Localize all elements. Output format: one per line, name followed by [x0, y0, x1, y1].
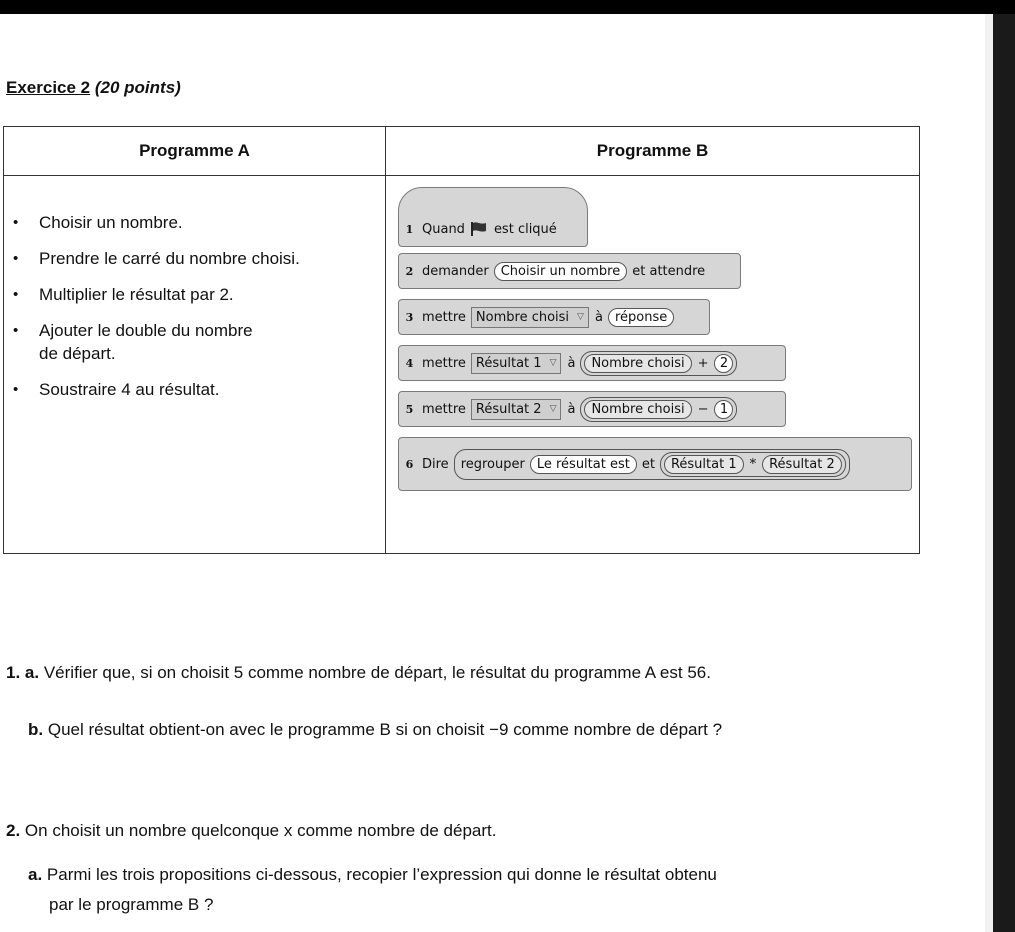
keyword-a: à: [567, 355, 576, 371]
keyword-a: à: [567, 401, 576, 417]
variable-dropdown[interactable]: Résultat 2 ▽: [471, 399, 562, 420]
join-expression[interactable]: [454, 449, 850, 480]
question-2-text: On choisit un nombre quelconque x comme nombre de départ.: [24, 821, 497, 840]
top-bar: [0, 0, 1015, 14]
green-flag-icon: [470, 221, 488, 237]
step-2: • Prendre le carré du nombre choisi.: [12, 247, 382, 270]
line-number: 2: [405, 264, 414, 278]
dropdown-arrow-icon: ▽: [549, 357, 557, 368]
operand-resultat-1: Résultat 1: [664, 455, 744, 474]
question-1a-label: a.: [24, 663, 40, 682]
question-2a-text-line2: par le programme B ?: [49, 895, 214, 914]
block-say[interactable]: [398, 437, 912, 491]
operator-minus: −: [697, 401, 709, 417]
programs-table: [3, 126, 920, 554]
dropdown-arrow-icon: ▽: [577, 311, 584, 322]
block-when-flag-clicked[interactable]: [398, 187, 588, 247]
keyword-quand: Quand: [422, 221, 465, 237]
block-set-resultat-1[interactable]: [398, 345, 786, 381]
step-5: • Soustraire 4 au résultat.: [12, 378, 382, 401]
exercise-number: Exercice 2: [6, 78, 91, 97]
operand-resultat-2: Résultat 2: [762, 455, 842, 474]
addition-expression[interactable]: [580, 351, 737, 376]
keyword-est-clique: est cliqué: [493, 221, 557, 237]
variable-dropdown[interactable]: Résultat 1 ▽: [471, 353, 562, 374]
keyword-mettre: mettre: [422, 355, 466, 371]
block-set-resultat-2[interactable]: [398, 391, 786, 427]
block-ask-and-wait[interactable]: [398, 253, 741, 289]
line-number: 1: [405, 222, 414, 236]
operator-times: *: [749, 456, 757, 472]
programme-b-blocks: [398, 187, 918, 557]
question-2a-text: Parmi les trois propositions ci-dessous, recopier l’expression qui donne le résultat obtenu: [46, 865, 717, 884]
block-set-nombre-choisi[interactable]: [398, 299, 710, 335]
question-1a-text: Vérifier que, si on choisit 5 comme nombre de départ, le résultat du programme A est 56.: [43, 663, 711, 682]
scrollbar[interactable]: [993, 14, 1015, 932]
exercise-title: [6, 78, 181, 98]
keyword-demander: demander: [422, 263, 489, 279]
line-number: 5: [405, 402, 414, 416]
step-4: • Ajouter le double du nombre de départ.: [12, 319, 382, 365]
keyword-a: à: [594, 309, 603, 325]
question-2: [6, 821, 496, 841]
question-1b-label: b.: [28, 720, 44, 739]
keyword-mettre: mettre: [422, 401, 466, 417]
ask-prompt[interactable]: Choisir un nombre: [494, 262, 628, 281]
multiplication-expression: [660, 452, 846, 477]
number-1: 1: [714, 400, 733, 419]
line-number: 3: [405, 310, 414, 324]
question-1a: [6, 663, 711, 683]
question-1b-text: Quel résultat obtient-on avec le programme B si on choisit −9 comme nombre de départ ?: [47, 720, 723, 739]
exercise-points: (20 points): [94, 78, 181, 97]
number-2: 2: [714, 354, 733, 373]
keyword-dire: Dire: [422, 456, 449, 472]
keyword-regrouper: regrouper: [460, 456, 525, 472]
header-programme-a: Programme A: [139, 141, 250, 160]
line-number: 6: [405, 457, 414, 471]
column-divider: [385, 127, 386, 553]
step-1: • Choisir un nombre.: [12, 211, 382, 234]
subtraction-expression[interactable]: [580, 397, 737, 422]
line-number: 4: [405, 356, 414, 370]
question-1-number: 1.: [6, 663, 21, 682]
step-3: • Multiplier le résultat par 2.: [12, 283, 382, 306]
scroll-gutter: [985, 14, 993, 932]
text-le-resultat-est: Le résultat est: [530, 455, 637, 474]
dropdown-arrow-icon: ▽: [549, 403, 557, 414]
programme-a-steps: [12, 211, 382, 414]
keyword-et-attendre: et attendre: [632, 263, 706, 279]
operand-nombre-choisi: Nombre choisi: [584, 354, 691, 373]
question-2a-label: a.: [28, 865, 43, 884]
header-programme-b: Programme B: [596, 141, 709, 160]
header-divider: [4, 175, 919, 176]
variable-dropdown[interactable]: Nombre choisi ▽: [471, 307, 589, 328]
question-2a: [28, 865, 717, 885]
keyword-et: et: [641, 456, 655, 472]
operand-nombre-choisi: Nombre choisi: [584, 400, 691, 419]
reponse-value[interactable]: réponse: [608, 308, 674, 327]
question-1b: [28, 720, 722, 740]
question-2a-continued: [49, 895, 213, 915]
operator-plus: +: [697, 355, 709, 371]
question-2-number: 2.: [6, 821, 21, 840]
keyword-mettre: mettre: [422, 309, 466, 325]
